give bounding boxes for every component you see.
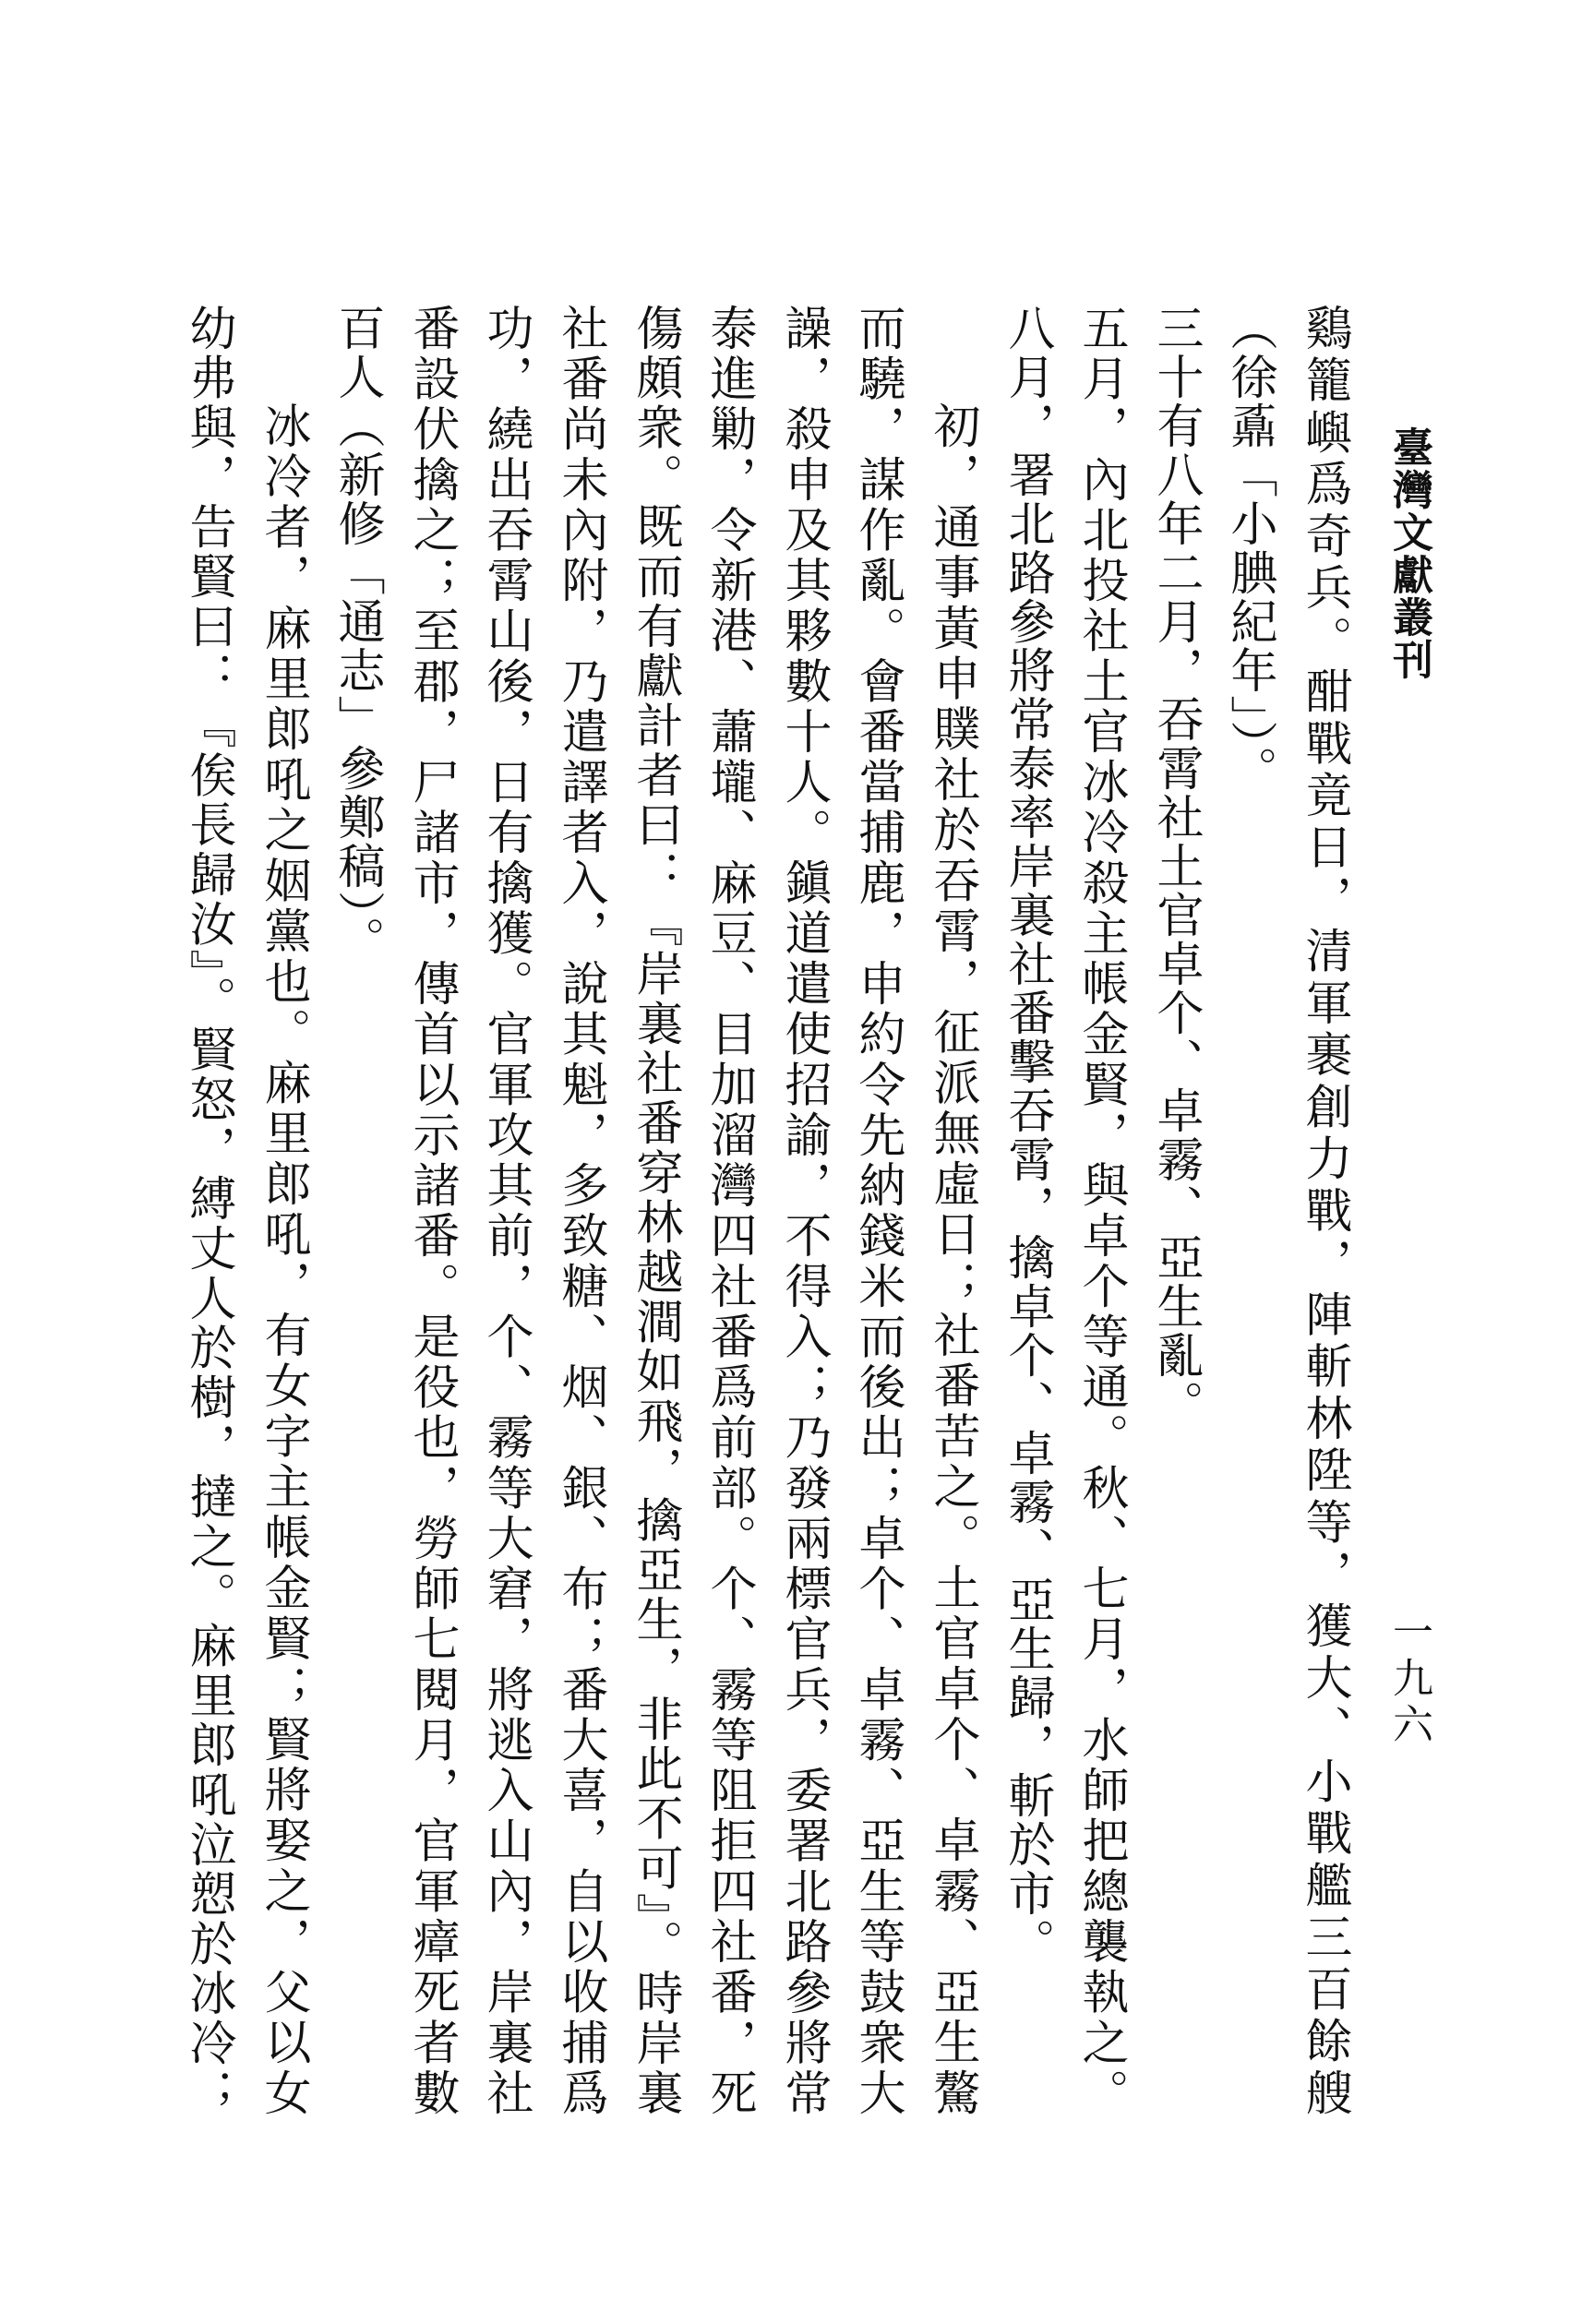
text-column-7: 而驍，謀作亂。會番當捕鹿，申約令先納錢米而後出；卓个、卓霧、亞生等鼓衆大 <box>850 304 905 2117</box>
text-column-10: 傷頗衆。既而有獻計者曰：『岸裏社番穿林越澗如飛，擒亞生，非此不可』。時岸裏 <box>628 304 682 2117</box>
text-column-2: （徐鼒「小腆紀年」）。 <box>1222 304 1276 795</box>
text-column-8: 譟，殺申及其夥數十人。鎭道遣使招諭，不得入；乃發兩標官兵，委署北路參將常 <box>776 304 831 2117</box>
text-column-4: 五月，內北投社土官冰冷殺主帳金賢，與卓个等通。秋、七月，水師把總襲執之。 <box>1073 304 1128 2117</box>
page-number: 一九六 <box>1385 1611 1432 1749</box>
text-column-11: 社番尚未內附，乃遣譯者入，說其魁，多致糖、烟、銀、布；番大喜，自以收捕爲 <box>553 304 607 2117</box>
series-title: 臺灣文獻叢刊 <box>1385 426 1432 681</box>
text-column-14: 百人（新修「通志」參鄭稿）。 <box>330 304 384 965</box>
text-column-12: 功，繞出吞霄山後，日有擒獲。官軍攻其前，个、霧等大窘，將逃入山內，岸裏社 <box>478 304 533 2117</box>
text-column-15: 冰冷者，麻里郎吼之姻黨也。麻里郎吼，有女字主帳金賢；賢將娶之，父以女 <box>256 401 310 2117</box>
text-column-3: 三十有八年二月，吞霄社土官卓个、卓霧、亞生亂。 <box>1148 304 1203 1429</box>
text-column-1: 鷄籠嶼爲奇兵。酣戰竟日，清軍裹創力戰，陣斬林陞等，獲大、小戰艦三百餘艘 <box>1297 304 1351 2117</box>
text-column-9: 泰進勦，令新港、蕭壠、麻豆、目加溜灣四社番爲前部。个、霧等阻拒四社番，死 <box>701 304 756 2117</box>
text-column-5: 八月，署北路參將常泰率岸裏社番擊吞霄，擒卓个、卓霧、亞生歸，斬於市。 <box>1000 304 1054 1967</box>
text-column-16: 幼弗與，告賢曰：『俟長歸汝』。賢怒，縛丈人於樹，撻之。麻里郎吼泣愬於冰冷； <box>181 304 235 2117</box>
text-column-6: 初，通事黃申贌社於吞霄，征派無虛日；社番苦之。土官卓个、卓霧、亞生驁 <box>925 401 979 2117</box>
text-column-13: 番設伏擒之；至郡，尸諸市，傳首以示諸番。是役也，勞師七閱月，官軍瘴死者數 <box>404 304 459 2117</box>
